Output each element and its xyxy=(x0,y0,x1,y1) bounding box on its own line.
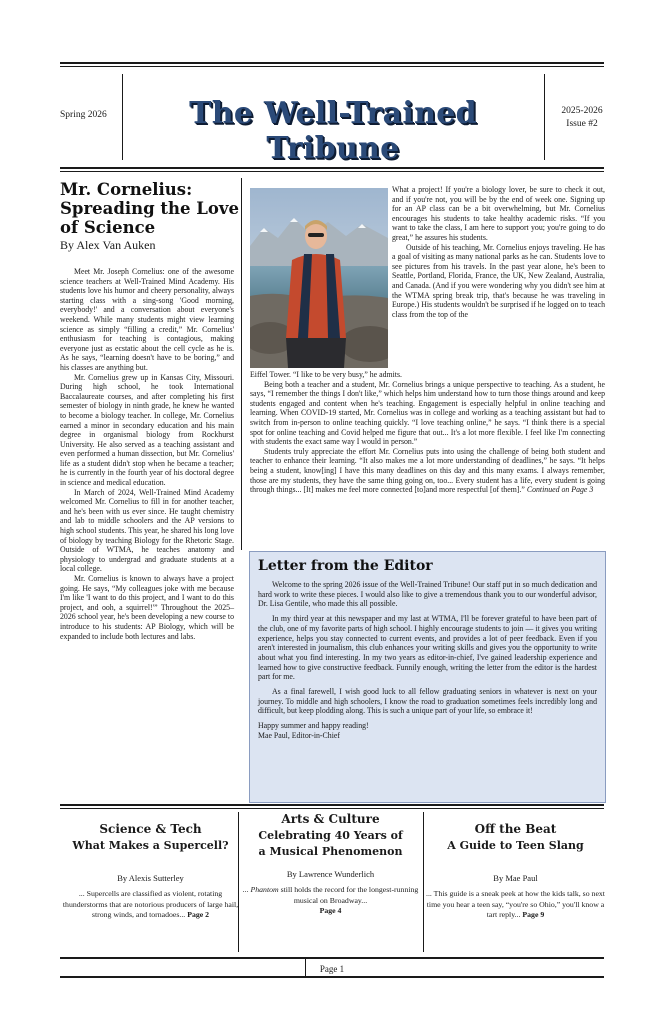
footer-rule xyxy=(60,957,604,959)
feature-photo xyxy=(250,188,388,368)
teaser-top-rule xyxy=(60,804,604,806)
masthead-divider-right xyxy=(544,74,545,160)
teaser-page-link[interactable]: Page 2 xyxy=(187,910,210,919)
paragraph: What a project! If you're a biology lover, be sure to check it out, and if you're not, you will be by the end of week one. Signing up for an AP class can be a bit overwhelming, but Mr. Cornelius encourages his students to take healthy academic risks. “If you want to take the class, I am here to support you; you're going to do great,” he assures his students. xyxy=(392,185,605,242)
teaser-headline: Celebrating 40 Years of a Musical Phenomenon xyxy=(258,829,403,858)
teaser-headline: What Makes a Supercell? xyxy=(72,839,229,852)
feature-column-2-wide xyxy=(250,370,605,495)
teaser-byline: By Alexis Sutterley xyxy=(117,873,184,883)
footer-page-number: Page 1 xyxy=(319,964,345,974)
masthead-divider-left xyxy=(122,74,123,160)
teaser-section: Arts & Culture xyxy=(281,812,380,826)
teaser-section: Off the Beat xyxy=(474,822,557,836)
editor-signature: Mae Paul, Editor-in-Chief xyxy=(258,730,340,740)
teaser-blurb xyxy=(423,889,608,921)
masthead-title: The Well-Trained Tribune xyxy=(189,96,477,166)
paragraph: As a final farewell, I wish good luck to all fellow graduating seniors in whatever is next on your journey. To middle and high schoolers, I know the road to graduation sometimes feels incredibly long and difficult, but keep plodding along. This is such a unique part of your life, so embrace it! xyxy=(258,687,597,716)
continued-link[interactable]: Continued on Page 3 xyxy=(526,485,594,495)
masthead-bottom-rule-thin xyxy=(60,171,604,172)
paragraph: Being both a teacher and a student, Mr. Cornelius brings a unique perspective to teaching. As a student, he says, “I remember the things I don't like,” which helps him understand how to turn those things around and keep students engaged and content when he's teaching. Engagement is especially helpful in online teaching and learning. When COVID-19 started, Mr. Cornelius was in college and working as a teaching assistant but had to switch from in-person to online teaching quickly. “I love teaching online,” he says. “I think there is a special spot for online teaching and Covid helped me figure that out... It's a lot more flexible. I feel like I'm connecting with students the exact same way I would in person.” xyxy=(250,379,605,447)
masthead-season: Spring 2026 xyxy=(60,110,107,120)
top-rule-thin xyxy=(60,66,604,67)
teaser-byline: By Mae Paul xyxy=(493,873,538,883)
feature-headline: Mr. Cornelius: Spreading the Love of Science xyxy=(60,180,239,237)
masthead-issue: Issue #2 xyxy=(566,119,598,129)
editor-closing: Happy summer and happy reading! xyxy=(258,721,369,731)
paragraph xyxy=(250,447,605,495)
teaser-blurb-text: ... This guide is a sneak peek at how the kids talk, so next time you hear a teen say, “you're so Ohio,” you'll know a tart reply... xyxy=(426,889,605,919)
paragraph: Meet Mr. Joseph Cornelius: one of the awesome science teachers at Well-Trained Mind Academy. His students love his humor and cheery personality, always starting class with a sing-song 'Good morning, everybody!' and a conversation about everyone's weekend. While many students might view learning science as simply “filling a credit,” Mr. Cornelius' enthusiasm for teaching is contagious, making everyone just as ecstatic about the cell cycle as he is. As he says, “learning doesn't have to be boring,” and his classes are anything but. xyxy=(60,267,234,372)
paragraph: Welcome to the spring 2026 issue of the Well-Trained Tribune! Our staff put in so much dedication and hard work to write these pieces. I would also like to give a tremendous thank you to our wonderful advisor, Dr. Lisa Gentile, who made this all possible. xyxy=(258,580,597,609)
teaser-blurb xyxy=(238,885,423,917)
footer-divider xyxy=(305,959,306,976)
footer-bottom-rule xyxy=(60,976,604,978)
masthead-bottom-rule xyxy=(60,167,604,169)
masthead-issue-info xyxy=(552,105,612,131)
paragraph: Mr. Cornelius is known to always have a project going. He says, “My colleagues joke with me because I'm like 'I want to do this project, and I want to do this project, and ooh, a squirrel!'” Throughout the 2025–2026 school year, he's been developing a new course to introduce to his students: AP Biology, which will be expanded to include both lectures and labs. xyxy=(60,574,234,641)
teaser-section: Science & Tech xyxy=(99,822,202,836)
paragraph: Outside of his teaching, Mr. Cornelius enjoys traveling. He has a goal of visiting as many national parks as he can. Students love to see pictures from his travels. In the past year alone, he's been to Seattle, Portland, Florida, France, the UK, New Zealand, Australia, and Canada. (And if you were wondering why you didn't see him at the WTMA spring break trip, that's because he was traveling in Europe.) His students wouldn't be surprised if he logged on to teach class from the top of the xyxy=(392,242,605,319)
teaser-blurb-post: still holds the record for the longest-running musical on Broadway... xyxy=(280,885,419,905)
teaser-blurb-pre: ... xyxy=(242,885,249,894)
teaser-off-the-beat[interactable] xyxy=(423,822,608,921)
teacher-photo-image xyxy=(250,188,388,368)
paragraph: Mr. Cornelius grew up in Kansas City, Missouri. During high school, he took International Baccalaureate courses, and after completing his first semester of biology in ninth grade, he knew he wanted to become a biology teacher. In college, Mr. Cornelius earned a minor in secondary education and his main degree in organismal biology from Rockhurst University. He also served as a teaching assistant and even performed a human dissection, but Mr. Cornelius' life as a student didn't stop when he became a teacher; he is currently in the fourth year of his doctoral degree in science and medical education. xyxy=(60,372,234,488)
feature-byline: By Alex Van Auken xyxy=(60,238,156,252)
top-rule xyxy=(60,62,604,64)
teaser-top-rule-thin xyxy=(60,808,604,809)
editor-letter-title: Letter from the Editor xyxy=(258,558,433,574)
teaser-headline: A Guide to Teen Slang xyxy=(447,839,584,852)
teaser-blurb-text: ... Supercells are classified as violent, rotating thunderstorms that are notorious producers of large hail, strong winds, and tornadoes... xyxy=(62,889,239,919)
teaser-blurb xyxy=(58,889,243,921)
paragraph: In my third year at this newspaper and my last at WTMA, I'll be forever grateful to have been part of the club, one of my favorite parts of high school. I highly encourage students to join — it gives you writing experience, helps you stay connected to current events, and provides a lot of peer feedback. Even if you aren't interested in journalism, this club enhances your writing skills and gives you the opportunity to write about what you find interesting. In my two years as editor-in-chief, I've gained leadership experience and learned how to give constructive feedback. Funnily enough, writing the letter from the editor is the hardest part for me. xyxy=(258,614,597,682)
teaser-blurb-italic: Phantom xyxy=(250,885,279,894)
editor-letter-box xyxy=(249,551,606,803)
teaser-byline: By Lawrence Wunderlich xyxy=(286,869,375,879)
column-divider xyxy=(241,178,242,550)
teaser-page-link[interactable]: Page 9 xyxy=(522,910,545,919)
paragraph: In March of 2024, Well-Trained Mind Academy welcomed Mr. Cornelius to fill in for another teacher, and he's been with us ever since. He taught chemistry and lab to middle schoolers and the AP versions to high school students. This year, he shared his long love of biology by teaching Biology for the Rhetoric Stage. Outside of WTMA, he teaches anatomy and physiology to undergrad and graduate students at a local college. xyxy=(60,487,234,574)
teaser-page-link[interactable]: Page 4 xyxy=(319,906,342,915)
masthead-year: 2025-2026 xyxy=(561,106,603,116)
teaser-science-tech[interactable] xyxy=(58,822,243,921)
paragraph: Eiffel Tower. “I like to be very busy,” he admits. xyxy=(250,370,402,379)
paragraph-text: Students truly appreciate the effort Mr. Cornelius puts into using the challenge of being both student and teacher to enhance their learning. “It also makes me a lot more understanding of deadlines,” he says. “It helps being a student, know[ing] I have this many deadlines on this day and this many exams. I always remember, those are my students, they have the same thing going on, too... Every student has a life, every student is going through things... [It] makes me feel more connected [to]and more respectful [of them].” xyxy=(250,446,605,495)
feature-column-1 xyxy=(60,267,234,641)
feature-column-2-top xyxy=(392,185,605,319)
teaser-arts-culture[interactable] xyxy=(238,812,423,917)
editor-letter-body xyxy=(258,580,597,741)
